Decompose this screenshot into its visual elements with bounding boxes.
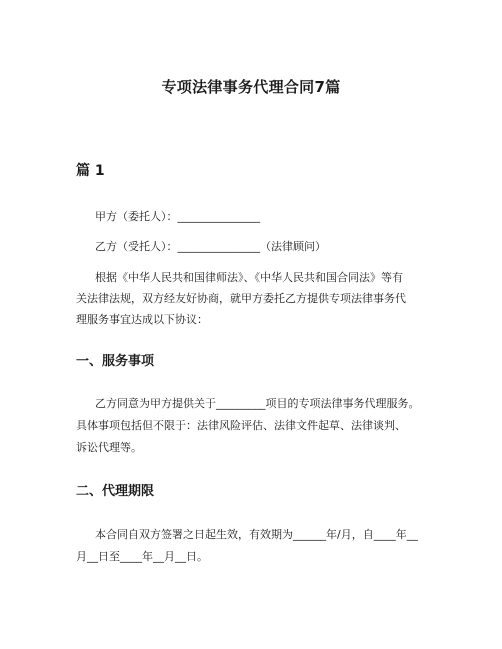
heading-services: 一、服务事项 — [76, 354, 155, 369]
section-heading: 篇 1 — [76, 163, 105, 179]
heading-term: 二、代理期限 — [76, 484, 155, 499]
preamble-line-3: 理服务事宜达成以下协议： — [76, 313, 208, 326]
service-line-2: 具体事项包括但不限于：法律风险评估、法律文件起草、法律谈判、 — [76, 419, 406, 432]
party-b-line: 乙方（受托人）：_______________（法律顾问） — [95, 240, 326, 253]
service-line-3: 诉讼代理等。 — [76, 441, 142, 454]
service-line-1: 乙方同意为甲方提供关于_________项目的专项法律事务代理服务。 — [95, 397, 420, 410]
preamble-line-2: 关法律法规，双方经友好协商，就甲方委托乙方提供专项法律事务代 — [76, 292, 406, 305]
term-line-1: 本合同自双方签署之日起生效，有效期为______年/月，自____年__ — [95, 528, 418, 541]
preamble-line-1: 根据《中华人民共和国律师法》、《中华人民共和国合同法》等有 — [95, 271, 403, 284]
term-line-2: 月__日至____年__月__日。 — [76, 550, 208, 563]
party-a-line: 甲方（委托人）：_______________ — [95, 210, 260, 223]
document-title: 专项法律事务代理合同7篇 — [161, 78, 341, 96]
